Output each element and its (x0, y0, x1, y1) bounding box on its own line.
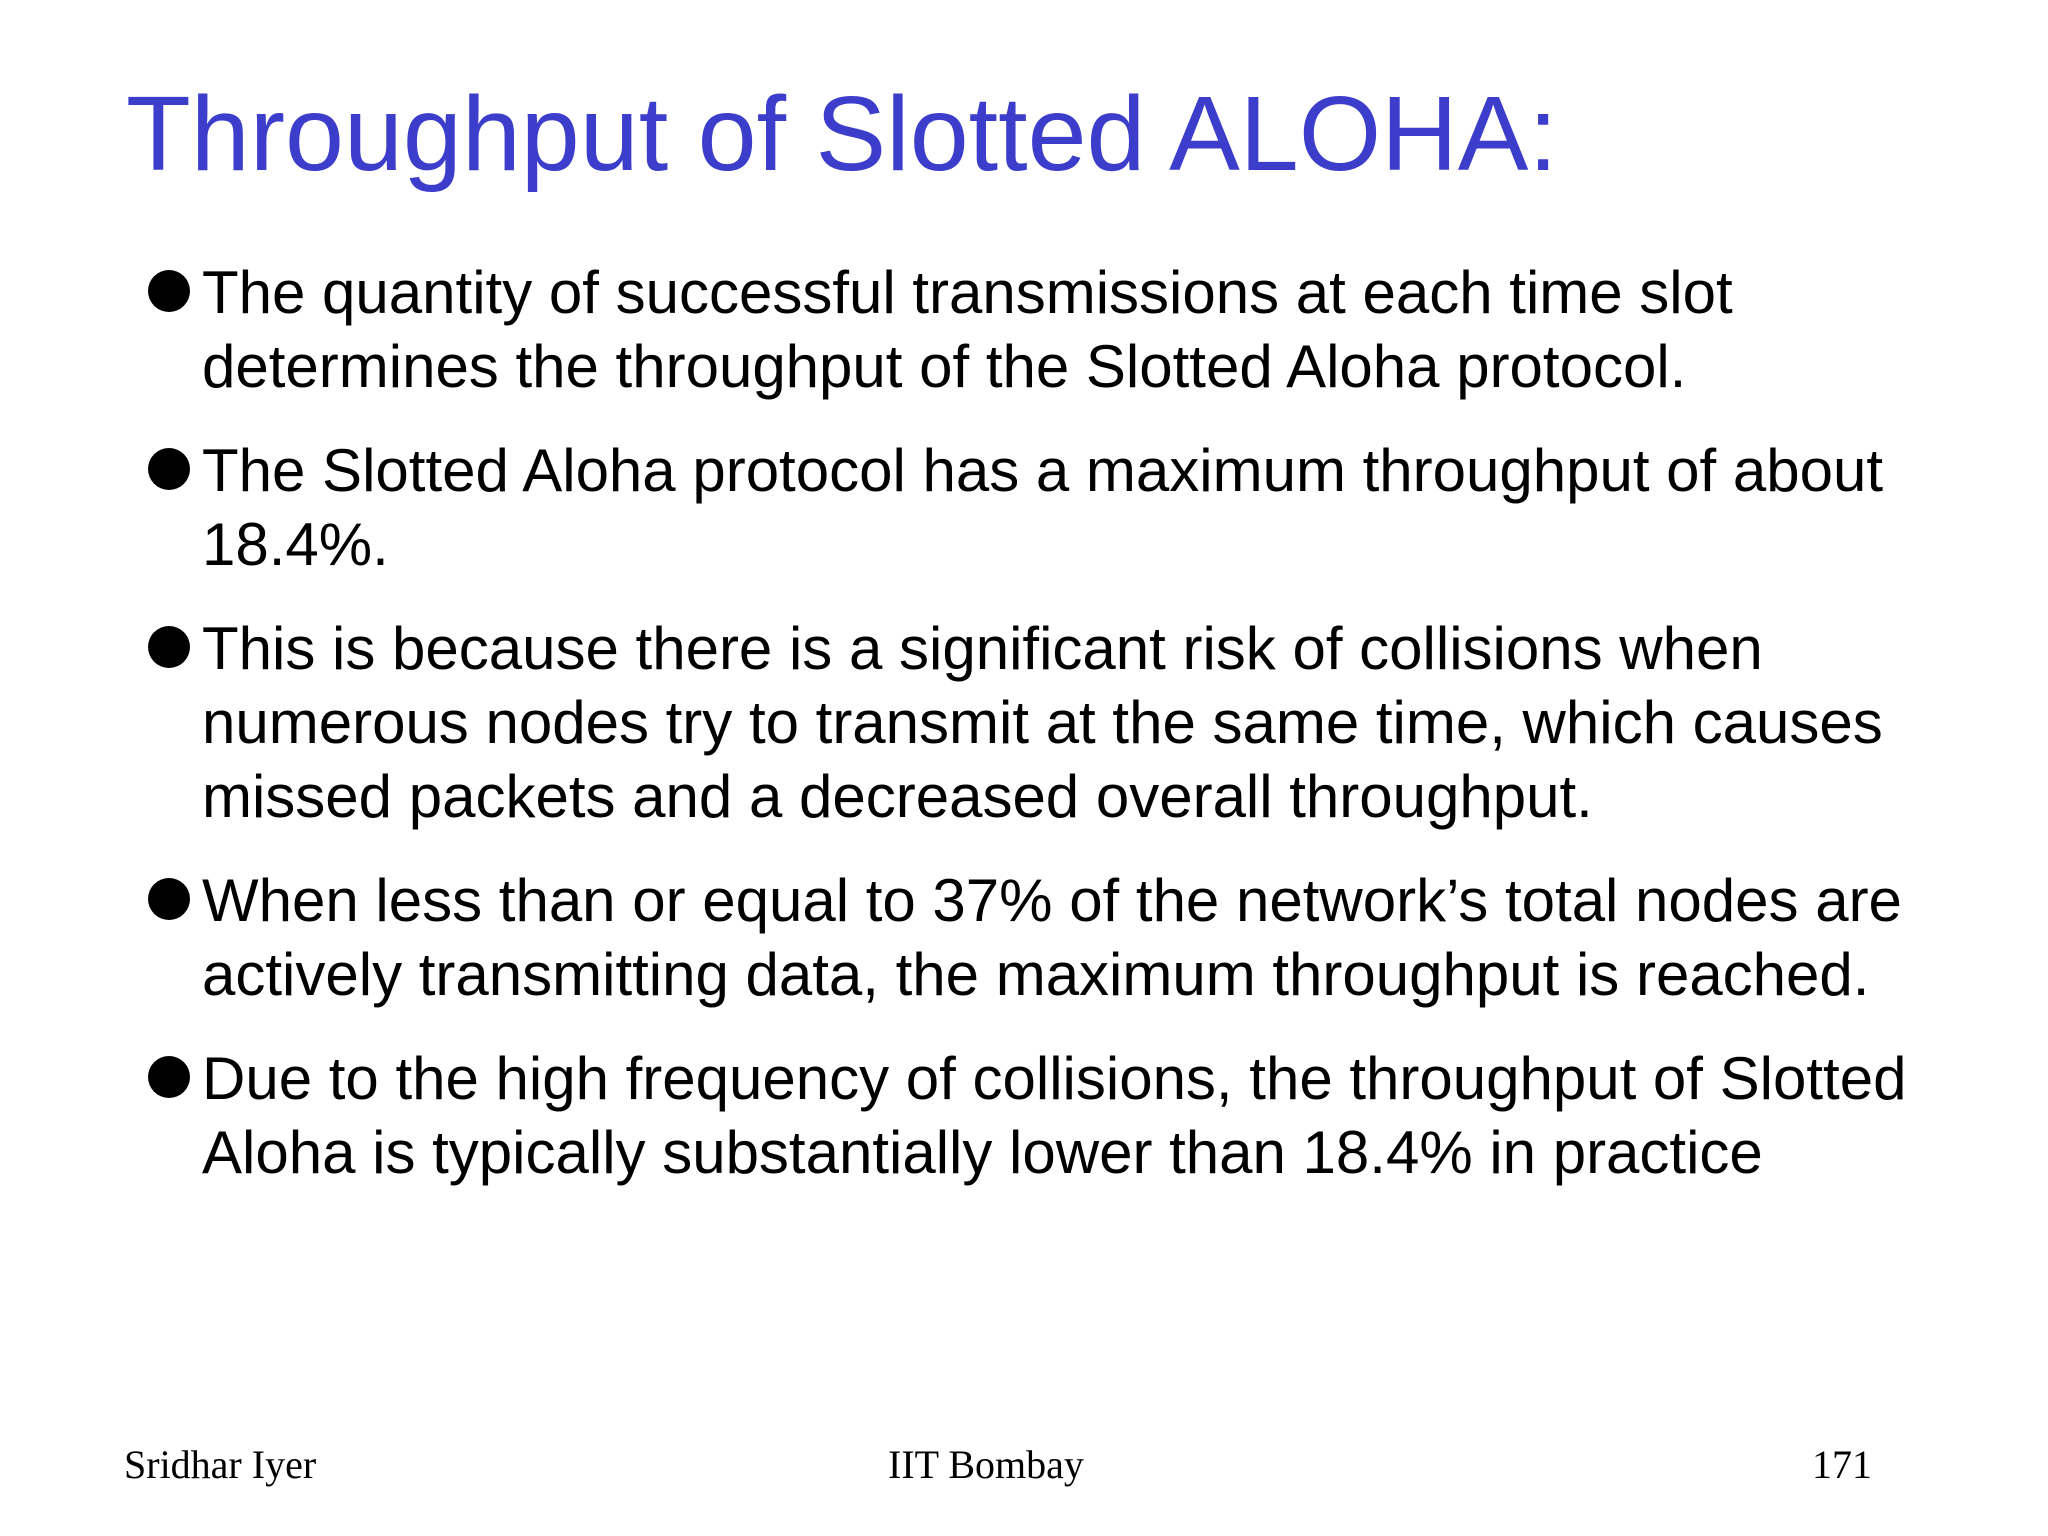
bullet-item (140, 434, 1960, 582)
footer-page-number: 171 (1812, 1442, 1872, 1487)
bullet-text: The Slotted Aloha protocol has a maximum throughput of about 18.4%. (202, 437, 1884, 578)
footer-author: Sridhar Iyer (124, 1442, 317, 1487)
bullet-text: This is because there is a significant risk of collisions when numerous nodes try to transmit at the same time, which causes missed packets and a decreased overall throughput. (202, 615, 1883, 830)
bullet-text: When less than or equal to 37% of the network’s total nodes are actively transmitting data, the maximum throughput is reached. (202, 867, 1902, 1008)
bullet-dot-icon (148, 626, 190, 668)
bullet-dot-icon (148, 1056, 190, 1098)
bullet-dot-icon (148, 878, 190, 920)
bullet-item (140, 1042, 1960, 1190)
bullet-item (140, 256, 1960, 404)
bullet-text: The quantity of successful transmissions at each time slot determines the throughput of the Slotted Aloha protocol. (202, 259, 1733, 400)
bullet-item (140, 864, 1960, 1012)
bullet-item (140, 612, 1960, 834)
footer-institution: IIT Bombay (888, 1442, 1084, 1487)
bullet-dot-icon (148, 270, 190, 312)
slide-title: Throughput of Slotted ALOHA: (126, 75, 1558, 193)
bullet-dot-icon (148, 448, 190, 490)
bullet-list (140, 256, 1960, 1220)
bullet-text: Due to the high frequency of collisions, the throughput of Slotted Aloha is typically substantially lower than 18.4% in practice (202, 1045, 1907, 1186)
